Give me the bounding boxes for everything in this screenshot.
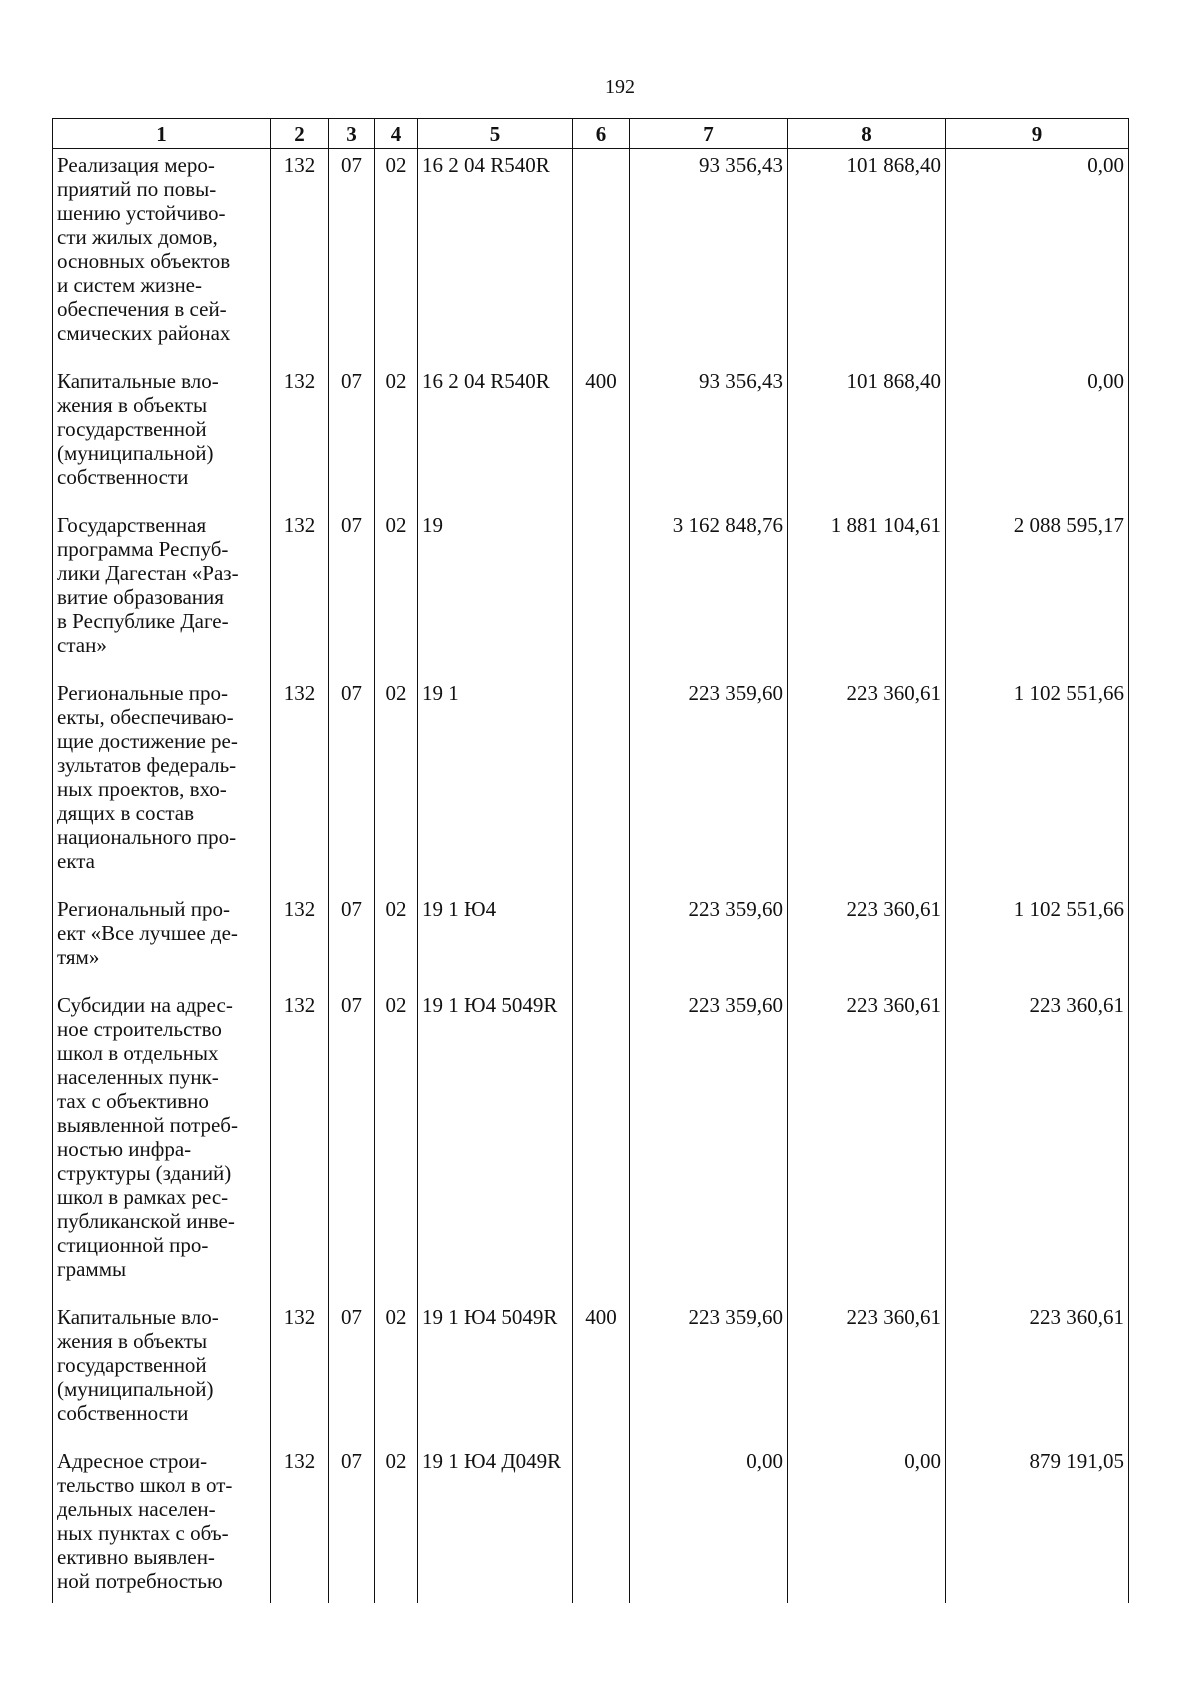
row-name-line: смических районах [57,321,231,345]
row-name-line: лики Дагестан «Раз- [57,561,239,585]
row-name-line: публиканской инве- [57,1209,235,1233]
table-row [53,677,1129,893]
col-header-5: 5 [418,119,573,149]
section-cell: 07 [329,365,375,509]
amount-col9-cell: 1 102 551,66 [946,677,1129,893]
col-header-7: 7 [630,119,788,149]
amount-col8-cell: 101 868,40 [788,149,946,366]
target-item-cell: 19 1 Ю4 5049R [418,989,573,1301]
admin-code-cell: 132 [271,365,329,509]
col-header-3: 3 [329,119,375,149]
row-name-line: стан» [57,633,107,657]
row-name-line: обеспечения в сей- [57,297,227,321]
expense-type-cell [573,509,630,677]
row-name-line: дящих в состав [57,801,195,825]
row-name-line: граммы [57,1257,127,1281]
row-name-line: ной потребностью [57,1569,223,1593]
section-cell: 07 [329,509,375,677]
subsection-cell: 02 [375,1301,418,1445]
row-name-line: тельство школ в от- [57,1473,233,1497]
row-name-line: (муниципальной) [57,1377,214,1401]
target-item-cell: 16 2 04 R540R [418,365,573,509]
row-name-line: тах с объективно [57,1089,209,1113]
row-name-line: государственной [57,417,207,441]
expense-type-cell [573,149,630,366]
amount-col8-cell: 1 881 104,61 [788,509,946,677]
row-name-line: Региональные про- [57,681,229,705]
page-number: 192 [605,76,635,98]
row-name-line: национального про- [57,825,237,849]
row-name-line: Капитальные вло- [57,1305,219,1329]
section-cell: 07 [329,893,375,989]
amount-col7-cell: 93 356,43 [630,365,788,509]
row-name-line: шению устойчиво- [57,201,226,225]
row-name-line: екты, обеспечиваю- [57,705,234,729]
row-name-cell [53,509,271,677]
section-cell: 07 [329,989,375,1301]
expense-type-cell [573,989,630,1301]
row-name-line: Реализация меро- [57,153,215,177]
admin-code-cell: 132 [271,509,329,677]
amount-col7-cell: 223 359,60 [630,989,788,1301]
col-header-1: 1 [53,119,271,149]
amount-col7-cell: 223 359,60 [630,1301,788,1445]
table-row [53,365,1129,509]
row-name-line: собственности [57,1401,189,1425]
amount-col8-cell: 223 360,61 [788,1301,946,1445]
target-item-cell: 19 1 Ю4 5049R [418,1301,573,1445]
expense-type-cell [573,677,630,893]
row-name-line: школ в рамках рес- [57,1185,229,1209]
subsection-cell: 02 [375,149,418,366]
table-row [53,1445,1129,1603]
target-item-cell: 16 2 04 R540R [418,149,573,366]
admin-code-cell: 132 [271,677,329,893]
col-header-2: 2 [271,119,329,149]
row-name-line: ностью инфра- [57,1137,192,1161]
row-name-line: ных проектов, вхо- [57,777,227,801]
row-name-line: приятий по повы- [57,177,217,201]
amount-col9-cell: 0,00 [946,149,1129,366]
row-name-line: в Республике Даге- [57,609,229,633]
row-name-line: сти жилых домов, [57,225,218,249]
subsection-cell: 02 [375,1445,418,1603]
row-name-line: тям» [57,945,100,969]
row-name-line: Государственная [57,513,207,537]
amount-col7-cell: 0,00 [630,1445,788,1603]
amount-col8-cell: 223 360,61 [788,893,946,989]
budget-table [52,118,1129,1603]
table-row [53,893,1129,989]
row-name-cell [53,893,271,989]
amount-col8-cell: 223 360,61 [788,989,946,1301]
row-name-line: структуры (зданий) [57,1161,232,1185]
subsection-cell: 02 [375,989,418,1301]
row-name-line: щие достижение ре- [57,729,238,753]
target-item-cell: 19 1 [418,677,573,893]
amount-col9-cell: 223 360,61 [946,1301,1129,1445]
row-name-line: Региональный про- [57,897,230,921]
row-name-cell [53,149,271,366]
row-name-line: жения в объекты [57,393,208,417]
row-name-line: Капитальные вло- [57,369,219,393]
row-name-line: государственной [57,1353,207,1377]
row-name-cell [53,1301,271,1445]
row-name-line: ективно выявлен- [57,1545,215,1569]
expense-type-cell [573,893,630,989]
table-row [53,509,1129,677]
subsection-cell: 02 [375,365,418,509]
section-cell: 07 [329,1301,375,1445]
admin-code-cell: 132 [271,989,329,1301]
row-name-line: Субсидии на адрес- [57,993,233,1017]
row-name-cell [53,989,271,1301]
row-name-line: населенных пунк- [57,1065,219,1089]
target-item-cell: 19 1 Ю4 Д049R [418,1445,573,1603]
target-item-cell: 19 1 Ю4 [418,893,573,989]
amount-col8-cell: 0,00 [788,1445,946,1603]
row-name-cell [53,1445,271,1603]
row-name-line: ект «Все лучшее де- [57,921,238,945]
amount-col9-cell: 879 191,05 [946,1445,1129,1603]
admin-code-cell: 132 [271,893,329,989]
amount-col7-cell: 223 359,60 [630,677,788,893]
amount-col9-cell: 2 088 595,17 [946,509,1129,677]
row-name-line: собственности [57,465,189,489]
target-item-cell: 19 [418,509,573,677]
amount-col7-cell: 3 162 848,76 [630,509,788,677]
row-name-line: и систем жизне- [57,273,203,297]
amount-col7-cell: 223 359,60 [630,893,788,989]
amount-col8-cell: 101 868,40 [788,365,946,509]
section-cell: 07 [329,149,375,366]
amount-col9-cell: 0,00 [946,365,1129,509]
col-header-6: 6 [573,119,630,149]
amount-col8-cell: 223 360,61 [788,677,946,893]
table-header-row [53,119,1129,149]
table-row [53,149,1129,366]
row-name-line: Адресное строи- [57,1449,208,1473]
row-name-line: дельных населен- [57,1497,216,1521]
row-name-line: витие образования [57,585,224,609]
subsection-cell: 02 [375,677,418,893]
row-name-line: ное строительство [57,1017,222,1041]
expense-type-cell: 400 [573,365,630,509]
row-name-line: основных объектов [57,249,231,273]
section-cell: 07 [329,677,375,893]
table-body [53,149,1129,1604]
subsection-cell: 02 [375,893,418,989]
admin-code-cell: 132 [271,1445,329,1603]
row-name-line: школ в отдельных [57,1041,219,1065]
row-name-cell [53,677,271,893]
row-name-line: екта [57,849,96,873]
table-row [53,989,1129,1301]
row-name-line: программа Респуб- [57,537,229,561]
expense-type-cell [573,1445,630,1603]
row-name-line: ных пунктах с объ- [57,1521,229,1545]
section-cell: 07 [329,1445,375,1603]
expense-type-cell: 400 [573,1301,630,1445]
amount-col9-cell: 1 102 551,66 [946,893,1129,989]
amount-col7-cell: 93 356,43 [630,149,788,366]
row-name-line: зультатов федераль- [57,753,237,777]
row-name-line: жения в объекты [57,1329,208,1353]
admin-code-cell: 132 [271,149,329,366]
admin-code-cell: 132 [271,1301,329,1445]
col-header-4: 4 [375,119,418,149]
row-name-line: выявленной потреб- [57,1113,238,1137]
col-header-9: 9 [946,119,1129,149]
row-name-line: стиционной про- [57,1233,209,1257]
table-row [53,1301,1129,1445]
row-name-cell [53,365,271,509]
row-name-line: (муниципальной) [57,441,214,465]
subsection-cell: 02 [375,509,418,677]
col-header-8: 8 [788,119,946,149]
amount-col9-cell: 223 360,61 [946,989,1129,1301]
